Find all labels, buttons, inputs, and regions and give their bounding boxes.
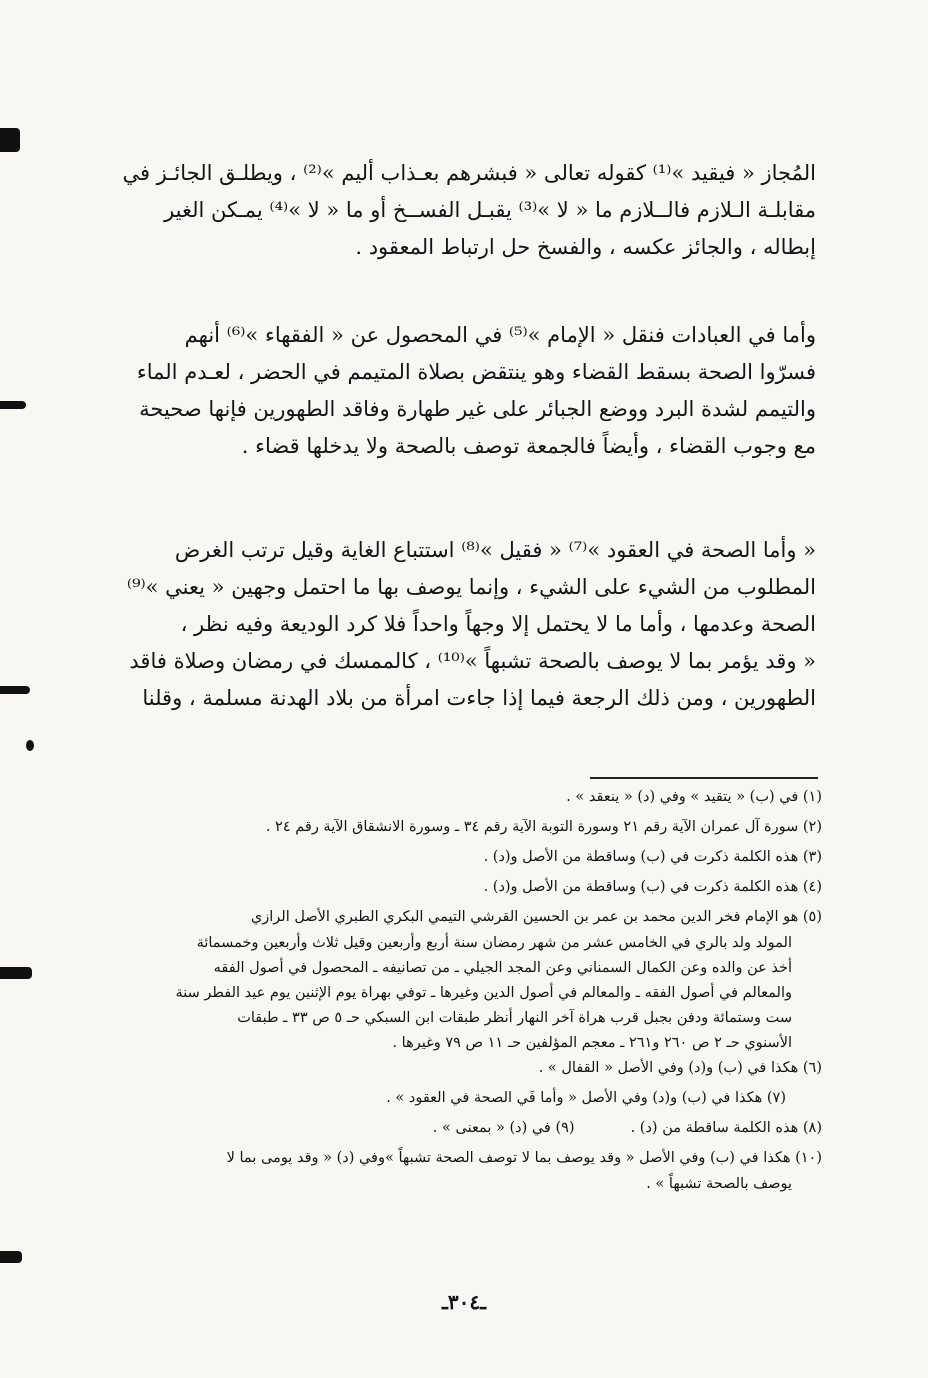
scan-mark	[0, 686, 30, 694]
footnote-pair	[128, 1118, 822, 1148]
paragraph	[122, 158, 816, 269]
footnote-line: يوصف بالصحة تشبهاً » .	[646, 1176, 792, 1192]
footnote-8: (٨) هذه الكلمة ساقطة من (د) .	[630, 1120, 822, 1136]
footnote-7: (٧) هكذا في (ب) و(د) وفي الأصل « وأما فَي الصحة في العقود » .	[386, 1090, 786, 1106]
text-line: إبطاله ، والجائز عكسه ، والفسخ حل ارتباط المعقود .	[355, 235, 816, 259]
footnote-5	[128, 907, 822, 1058]
paragraph	[128, 320, 816, 468]
footnote-6: (٦) هكذا في (ب) و(د) وفي الأصل « القفال » .	[538, 1060, 822, 1076]
footnote-line: المولد ولد بالري في الخامس عشر من شهر رمضان سنة أربع وأربعين وقيل ثلاث وأربعين وخمسمائة	[196, 935, 792, 951]
text-line: المطلوب من الشيء على الشيء ، وإنما يوصف بها ما احتمل وجهين « يعني »⁽⁹⁾	[126, 575, 816, 599]
footnote-line: ست وستمائة ودفن بجبل قرب هراة آخر النهار أنظر طبقات ابن السبكي حـ ٥ ص ٣٣ ـ طبقات	[237, 1010, 792, 1026]
scan-mark	[0, 1251, 22, 1263]
footnote-2: (٢) سورة آل عمران الآية رقم ٢١ وسورة التوبة الآية رقم ٣٤ ـ وسورة الانشقاق الآية رقم ٢٤ .	[265, 819, 822, 835]
footnote-line: (٥) هو الإمام فخر الدين محمد بن عمر بن الحسين القرشي التيمي البكري الطبري الأصل الرازي	[250, 909, 822, 925]
footnotes	[128, 787, 822, 1199]
footnote-3: (٣) هذه الكلمة ذكرت في (ب) وساقطة من الأصل و(د) .	[483, 849, 822, 865]
scan-mark	[0, 128, 20, 152]
paragraph	[128, 535, 816, 720]
scan-mark	[0, 967, 32, 979]
text-line: وأما في العبادات فنقل « الإمام »⁽⁵⁾ في المحصول عن « الفقهاء »⁽⁶⁾ أنهم	[184, 323, 816, 347]
scan-dot	[26, 740, 34, 751]
footnote-10	[128, 1148, 822, 1199]
text-line: فسرّوا الصحة بسقط القضاء وهو ينتقض بصلاة المتيمم في الحضر ، لعـدم الماء	[136, 360, 816, 384]
footnote-9: (٩) في (د) « بمعنى » .	[432, 1120, 575, 1136]
text-line: « وقد يؤمر بما لا يوصف بالصحة تشبهاً »⁽¹⁰⁾ ، كالممسك في رمضان وصلاة فاقد	[129, 649, 816, 673]
footnote-4: (٤) هذه الكلمة ذكرت في (ب) وساقطة من الأصل و(د) .	[483, 879, 822, 895]
text-line: مع وجوب القضاء ، وأيضاً فالجمعة توصف بالصحة ولا يدخلها قضاء .	[241, 434, 816, 458]
footnote-line: (١٠) هكذا في (ب) وفي الأصل « وقد يوصف بما لا توصف الصحة تشبهاً »وفي (د) « وقد يومى بما لا	[226, 1150, 822, 1166]
text-line: المُجاز « فيقيد »⁽¹⁾ كقوله تعالى « فبشرهم بعـذاب أليم »⁽²⁾ ، ويطلـق الجائـز في	[122, 161, 816, 185]
footnote-line: الأسنوي حـ ٢ ص ٢٦٠ و٢٦١ ـ معجم المؤلفين حـ ١١ ص ٧٩ وغيرها .	[392, 1035, 792, 1051]
text-line: « وأما الصحة في العقود »⁽⁷⁾ « فقيل »⁽⁸⁾ استتباع الغاية وقيل ترتب الغرض	[174, 538, 816, 562]
footnote-line: أخذ عن والده وعن الكمال السمناني وعن المجد الجيلي ـ من تصانيفه ـ المحصول في أصول الفقه	[213, 960, 792, 976]
text-line: الطهورين ، ومن ذلك الرجعة فيما إذا جاءت امرأة من بلاد الهدنة مسلمة ، وقلنا	[142, 686, 816, 710]
text-line: الصحة وعدمها ، وأما ما لا يحتمل إلا وجهاً واحداً فلا كرد الوديعة وفيه نظر ،	[180, 612, 816, 636]
footnote-line: والمعالم في أصول الفقه ـ والمعالم في أصول الدين وغيرها ـ توفي بهراة يوم الإثنين يوم عيد الفطر سنة	[175, 985, 792, 1001]
text-line: والتيمم لشدة البرد ووضع الجبائر على غير طهارة وفاقد الطهورين فإنها صحيحة	[139, 397, 816, 421]
text-line: مقابلـة الـلازم فالــلازم ما « لا »⁽³⁾ يقبـل الفســخ أو ما « لا »⁽⁴⁾ يمـكن الغير	[164, 198, 816, 222]
footnote-separator	[590, 777, 818, 779]
page-number: ـ٣٠٤ـ	[442, 1290, 486, 1314]
footnote-1: (١) في (ب) « يتقيد » وفي (د) « ينعقد » .	[566, 789, 822, 805]
scan-mark	[0, 401, 26, 409]
